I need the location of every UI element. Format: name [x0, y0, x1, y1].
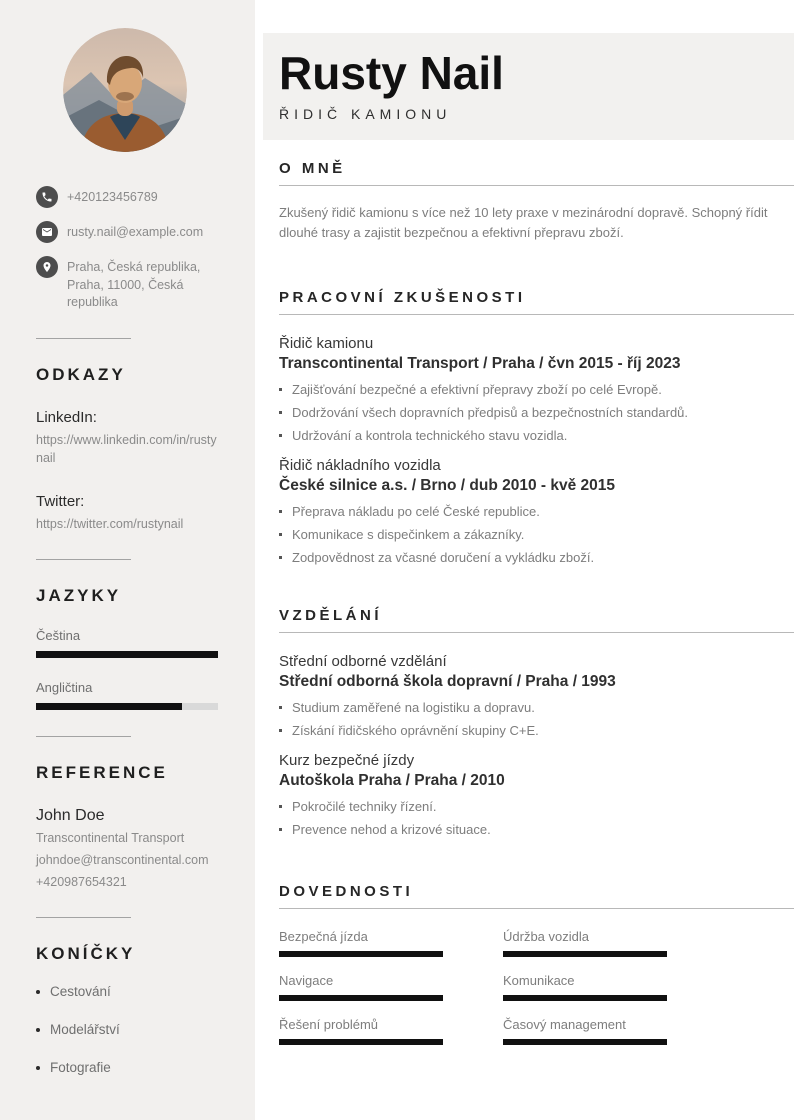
bullet-square-icon	[279, 828, 282, 831]
job-bullet	[279, 429, 794, 443]
reference-company: Transcontinental Transport	[36, 830, 185, 845]
contact-email-row	[36, 221, 237, 243]
job-entry	[279, 335, 794, 443]
bullet-square-icon	[279, 556, 282, 559]
skills-grid	[279, 929, 794, 1045]
linkedin-url[interactable]: https://www.linkedin.com/in/rustynail	[36, 432, 217, 465]
language-name: Čeština	[36, 627, 81, 643]
reference-heading: REFERENCE	[36, 762, 168, 782]
contact-block	[36, 186, 237, 312]
job-entry	[279, 457, 794, 565]
hobby-label: Cestování	[50, 984, 111, 1000]
hobby-label: Modelářství	[50, 1022, 120, 1038]
bullet-dot-icon	[36, 1028, 40, 1032]
twitter-label: Twitter:	[36, 492, 85, 510]
bullet-square-icon	[279, 805, 282, 808]
section-rule	[279, 314, 794, 315]
hobby-item	[36, 1058, 237, 1078]
section-education	[279, 607, 794, 837]
languages-heading: JAZYKY	[36, 585, 122, 605]
reference-name: John Doe	[36, 806, 105, 824]
hobbies-list	[36, 982, 237, 1078]
bullet-square-icon	[279, 729, 282, 732]
skill-item	[503, 929, 667, 957]
job-bullet-list	[279, 383, 794, 443]
person-title: ŘIDIČ KAMIONU	[279, 105, 452, 122]
experience-heading: PRACOVNÍ ZKUŠENOSTI	[279, 289, 526, 307]
bullet-square-icon	[279, 411, 282, 414]
section-experience	[279, 289, 794, 565]
skill-item	[503, 973, 667, 1001]
job-title: Řidič kamionu	[279, 335, 374, 353]
job-bullet	[279, 505, 794, 519]
skill-name: Komunikace	[503, 973, 575, 989]
bullet-square-icon	[279, 388, 282, 391]
education-bullet-list	[279, 800, 794, 837]
job-bullet-text: Dodržování všech dopravních předpisů a bezpečnostních standardů.	[292, 405, 689, 421]
section-about	[279, 160, 794, 243]
education-heading: VZDĚLÁNÍ	[279, 607, 382, 625]
sidebar	[0, 0, 255, 1120]
sidebar-divider	[36, 917, 131, 918]
contact-email: rusty.nail@example.com	[67, 225, 204, 239]
job-bullet-list	[279, 505, 794, 565]
bullet-square-icon	[279, 434, 282, 437]
contact-address: Praha, Česká republika, Praha, 11000, Česká republika	[67, 260, 201, 309]
reference-email: johndoe@transcontinental.com	[36, 853, 209, 867]
skill-bar	[279, 995, 443, 1001]
section-rule	[279, 185, 794, 186]
bullet-dot-icon	[36, 1066, 40, 1070]
job-bullet-text: Zodpovědnost za včasné doručení a vykládku zboží.	[292, 550, 595, 566]
skill-item	[503, 1017, 667, 1045]
location-icon	[36, 256, 58, 278]
education-bullet-text: Pokročilé techniky řízení.	[292, 799, 437, 815]
bullet-square-icon	[279, 510, 282, 513]
job-bullet-text: Udržování a kontrola technického stavu vozidla.	[292, 428, 568, 444]
job-bullet-text: Komunikace s dispečinkem a zákazníky.	[292, 527, 525, 543]
education-bullet-text: Prevence nehod a krizové situace.	[292, 822, 491, 838]
person-name: Rusty Nail	[279, 47, 504, 99]
education-bullet-text: Studium zaměřené na logistiku a dopravu.	[292, 700, 535, 716]
education-meta: Autoškola Praha / Praha / 2010	[279, 772, 505, 790]
hobbies-heading: KONÍČKY	[36, 944, 136, 964]
skill-item	[279, 973, 443, 1001]
links-heading: ODKAZY	[36, 364, 126, 384]
job-bullet	[279, 551, 794, 565]
education-bullet	[279, 724, 794, 738]
skill-bar	[279, 951, 443, 957]
sidebar-divider	[36, 736, 131, 737]
job-meta: České silnice a.s. / Brno / dub 2010 - kvě 2015	[279, 477, 616, 495]
job-title: Řidič nákladního vozidla	[279, 457, 441, 475]
education-bullet	[279, 823, 794, 837]
job-meta: Transcontinental Transport / Praha / čvn 2015 - říj 2023	[279, 355, 681, 373]
skill-item	[279, 929, 443, 957]
bullet-square-icon	[279, 706, 282, 709]
skill-bar	[503, 1039, 667, 1045]
language-bar	[36, 651, 218, 658]
contact-phone: +420123456789	[67, 190, 158, 204]
job-bullet-text: Přeprava nákladu po celé České republice.	[292, 504, 540, 520]
skill-bar	[279, 1039, 443, 1045]
bullet-square-icon	[279, 533, 282, 536]
education-entry	[279, 653, 794, 738]
skill-name: Údržba vozidla	[503, 929, 589, 945]
job-bullet	[279, 406, 794, 420]
skill-name: Řešení problémů	[279, 1017, 378, 1033]
education-bullet-list	[279, 701, 794, 738]
education-bullet	[279, 800, 794, 814]
sidebar-divider	[36, 559, 131, 560]
linkedin-label: LinkedIn:	[36, 408, 97, 426]
about-text: Zkušený řidič kamionu s více než 10 lety praxe v mezinárodní dopravě. Schopný řídit dlouhé trasy a zajistit bezpečnou a efektivní přepravu zboží.	[279, 204, 768, 241]
bullet-dot-icon	[36, 990, 40, 994]
education-title: Střední odborné vzdělání	[279, 653, 447, 671]
education-bullet	[279, 701, 794, 715]
contact-address-row	[36, 256, 237, 312]
profile-photo	[63, 28, 187, 152]
skills-heading: DOVEDNOSTI	[279, 883, 414, 901]
skill-name: Bezpečná jízda	[279, 929, 368, 945]
language-bar	[36, 703, 218, 710]
language-name: Angličtina	[36, 679, 93, 695]
sidebar-divider	[36, 338, 131, 339]
skill-bar	[503, 951, 667, 957]
main-column	[255, 0, 794, 1120]
job-bullet	[279, 383, 794, 397]
education-bullet-text: Získání řidičského oprávnění skupiny C+E.	[292, 723, 539, 739]
profile-photo-illustration	[63, 28, 187, 152]
job-bullet	[279, 528, 794, 542]
email-icon	[36, 221, 58, 243]
section-skills	[279, 883, 794, 1045]
section-rule	[279, 632, 794, 633]
education-title: Kurz bezpečné jízdy	[279, 752, 415, 770]
contact-phone-row	[36, 186, 237, 208]
about-heading: O MNĚ	[279, 159, 346, 177]
phone-icon	[36, 186, 58, 208]
skill-item	[279, 1017, 443, 1045]
skill-name: Časový management	[503, 1017, 626, 1033]
education-meta: Střední odborná škola dopravní / Praha / 1993	[279, 673, 616, 691]
reference-phone: +420987654321	[36, 875, 127, 890]
hobby-label: Fotografie	[50, 1060, 111, 1076]
language-item	[36, 628, 237, 658]
skill-bar	[503, 995, 667, 1001]
header-band	[263, 33, 794, 140]
twitter-url[interactable]: https://twitter.com/rustynail	[36, 516, 184, 531]
job-bullet-text: Zajišťování bezpečné a efektivní přepravy zboží po celé Evropě.	[292, 382, 662, 398]
hobby-item	[36, 982, 237, 1002]
education-entry	[279, 752, 794, 837]
hobby-item	[36, 1020, 237, 1040]
section-rule	[279, 908, 794, 909]
language-item	[36, 680, 237, 710]
skill-name: Navigace	[279, 973, 334, 989]
